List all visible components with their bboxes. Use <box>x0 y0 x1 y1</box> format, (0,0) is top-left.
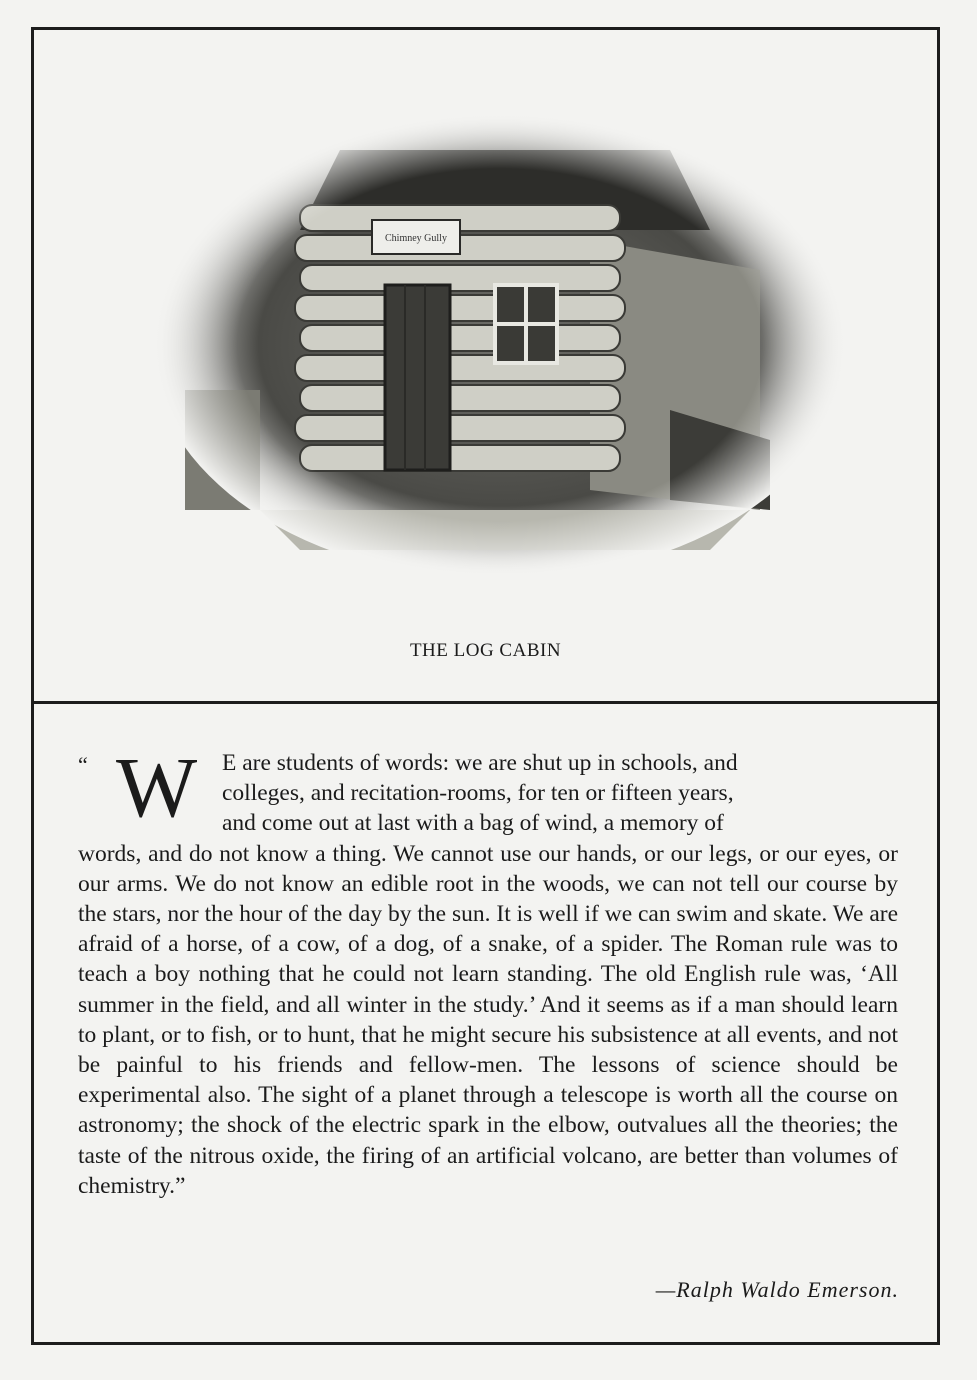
section-divider <box>31 701 940 704</box>
drop-cap: W <box>116 739 198 835</box>
log-cabin-photo <box>150 110 850 580</box>
quote-line-3: and come out at last with a bag of wind, a memory of <box>222 810 724 837</box>
opening-quote-mark: “ <box>78 752 88 777</box>
quote-line-2: colleges, and recitation-rooms, for ten or fifteen years, <box>222 780 734 807</box>
quote-body: words, and do not know a thing. We cannot use our hands, or our legs, or our eyes, or our arms. We do not know an edible root in the woods, we can not tell our course by the stars, nor the hour of the day by the sun. It is well if we can swim and skate. We are afraid of a horse, of a cow, of a dog, of a snake, of a spider. The Roman rule was to teach a boy nothing that he could not learn standing. The old English rule was, ‘All summer in the field, and all winter in the study.’ And it seems as if a man should learn to plant, or to fish, or to hunt, that he might secure his subsistence at all events, and not be painful to his friends and fellow-men. The lessons of science should be experimental also. The sight of a planet through a telescope is worth all the course on astronomy; the shock of the electric spark in the elbow, outvalues all the theories; the taste of the nitrous oxide, the firing of an artificial volcano, are better than volumes of chemistry.” <box>78 840 898 1199</box>
quote-line-1: E are students of words: we are shut up in schools, and <box>222 750 738 776</box>
quote-attribution: —Ralph Waldo Emerson. <box>655 1277 899 1302</box>
photo-caption: THE LOG CABIN <box>409 640 562 661</box>
emerson-quote <box>78 748 898 1201</box>
